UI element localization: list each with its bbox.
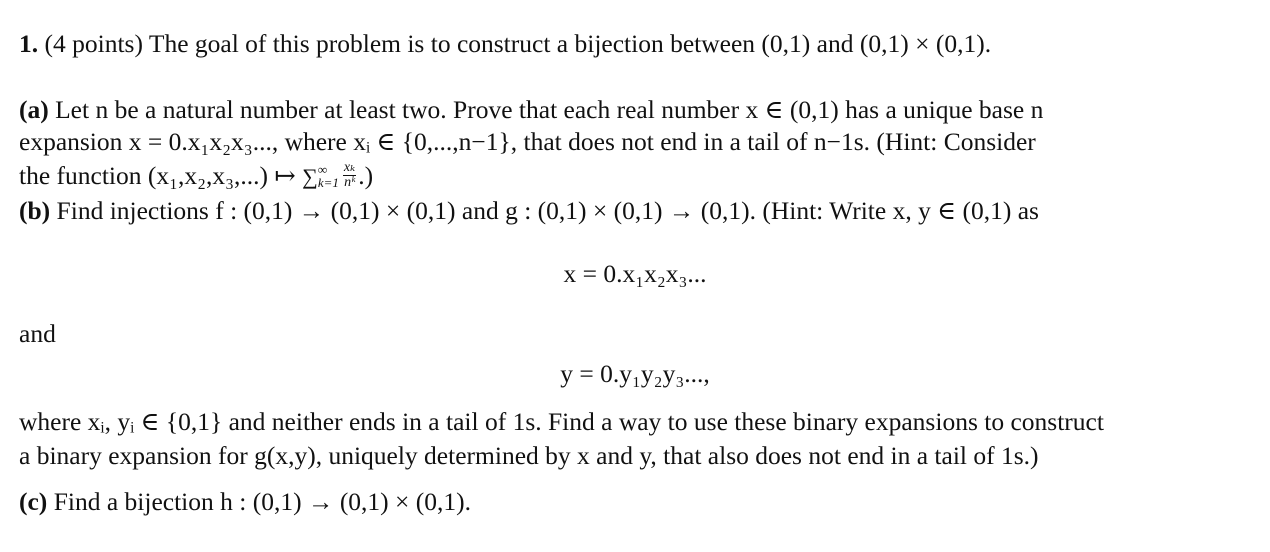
part-b-line-where bbox=[19, 406, 1251, 437]
part-c-label: (c) bbox=[19, 487, 48, 516]
problem-header-text: (4 points) The goal of this problem is to construct a bijection between (0,1) and (0,1) × (0,1). bbox=[44, 29, 992, 58]
part-b-line-1 bbox=[19, 195, 1251, 226]
part-b-line-last bbox=[19, 440, 1251, 471]
part-c-line bbox=[19, 486, 1251, 517]
fraction-denominator: nᵏ bbox=[344, 174, 356, 190]
sum-upper-limit: ∞ bbox=[317, 162, 328, 178]
part-a-line-3 bbox=[19, 160, 1251, 193]
part-a-text-1: Let n be a natural number at least two. Prove that each real number x ∈ (0,1) has a unique base n bbox=[55, 95, 1044, 124]
and-word: and bbox=[19, 319, 56, 348]
part-b-text-where: where xᵢ, yᵢ ∈ {0,1} and neither ends in a tail of 1s. Find a way to use these binary expansions to construct bbox=[19, 407, 1104, 436]
equation-x bbox=[19, 258, 1251, 289]
part-a-text-3-suffix: .) bbox=[358, 161, 374, 190]
problem-number: 1. bbox=[19, 29, 39, 58]
and-line bbox=[19, 318, 1251, 349]
part-a-text-2: expansion x = 0.x₁x₂x₃..., where xᵢ ∈ {0,...,n−1}, that does not end in a tail of n−1s. (Hint: Consider bbox=[19, 127, 1036, 156]
equation-y-text: y = 0.y₁y₂y₃..., bbox=[560, 359, 710, 388]
part-a-line-1 bbox=[19, 94, 1251, 125]
equation-x-text: x = 0.x₁x₂x₃... bbox=[563, 259, 707, 288]
part-a-line-2 bbox=[19, 126, 1251, 157]
part-b-text-last: a binary expansion for g(x,y), uniquely determined by x and y, that also does not end in a tail of 1s.) bbox=[19, 441, 1039, 470]
part-b-text-1: Find injections f : (0,1) → (0,1) × (0,1) and g : (0,1) × (0,1) → (0,1). (Hint: Write x, y ∈ (0,1) as bbox=[56, 196, 1039, 225]
problem-header bbox=[19, 28, 1251, 59]
fraction-numerator: xₖ bbox=[343, 159, 356, 175]
part-b-label: (b) bbox=[19, 196, 51, 225]
part-a-text-3-prefix: the function (x₁,x₂,x₃,...) ↦ bbox=[19, 161, 303, 190]
fraction bbox=[343, 161, 356, 190]
sum-lower-limit: k=1 bbox=[317, 175, 339, 191]
sum-sign: ∑ bbox=[302, 164, 318, 189]
part-c-text: Find a bijection h : (0,1) → (0,1) × (0,1). bbox=[53, 487, 472, 516]
part-a-label: (a) bbox=[19, 95, 49, 124]
equation-y bbox=[19, 358, 1251, 389]
sum-limits bbox=[318, 163, 339, 189]
